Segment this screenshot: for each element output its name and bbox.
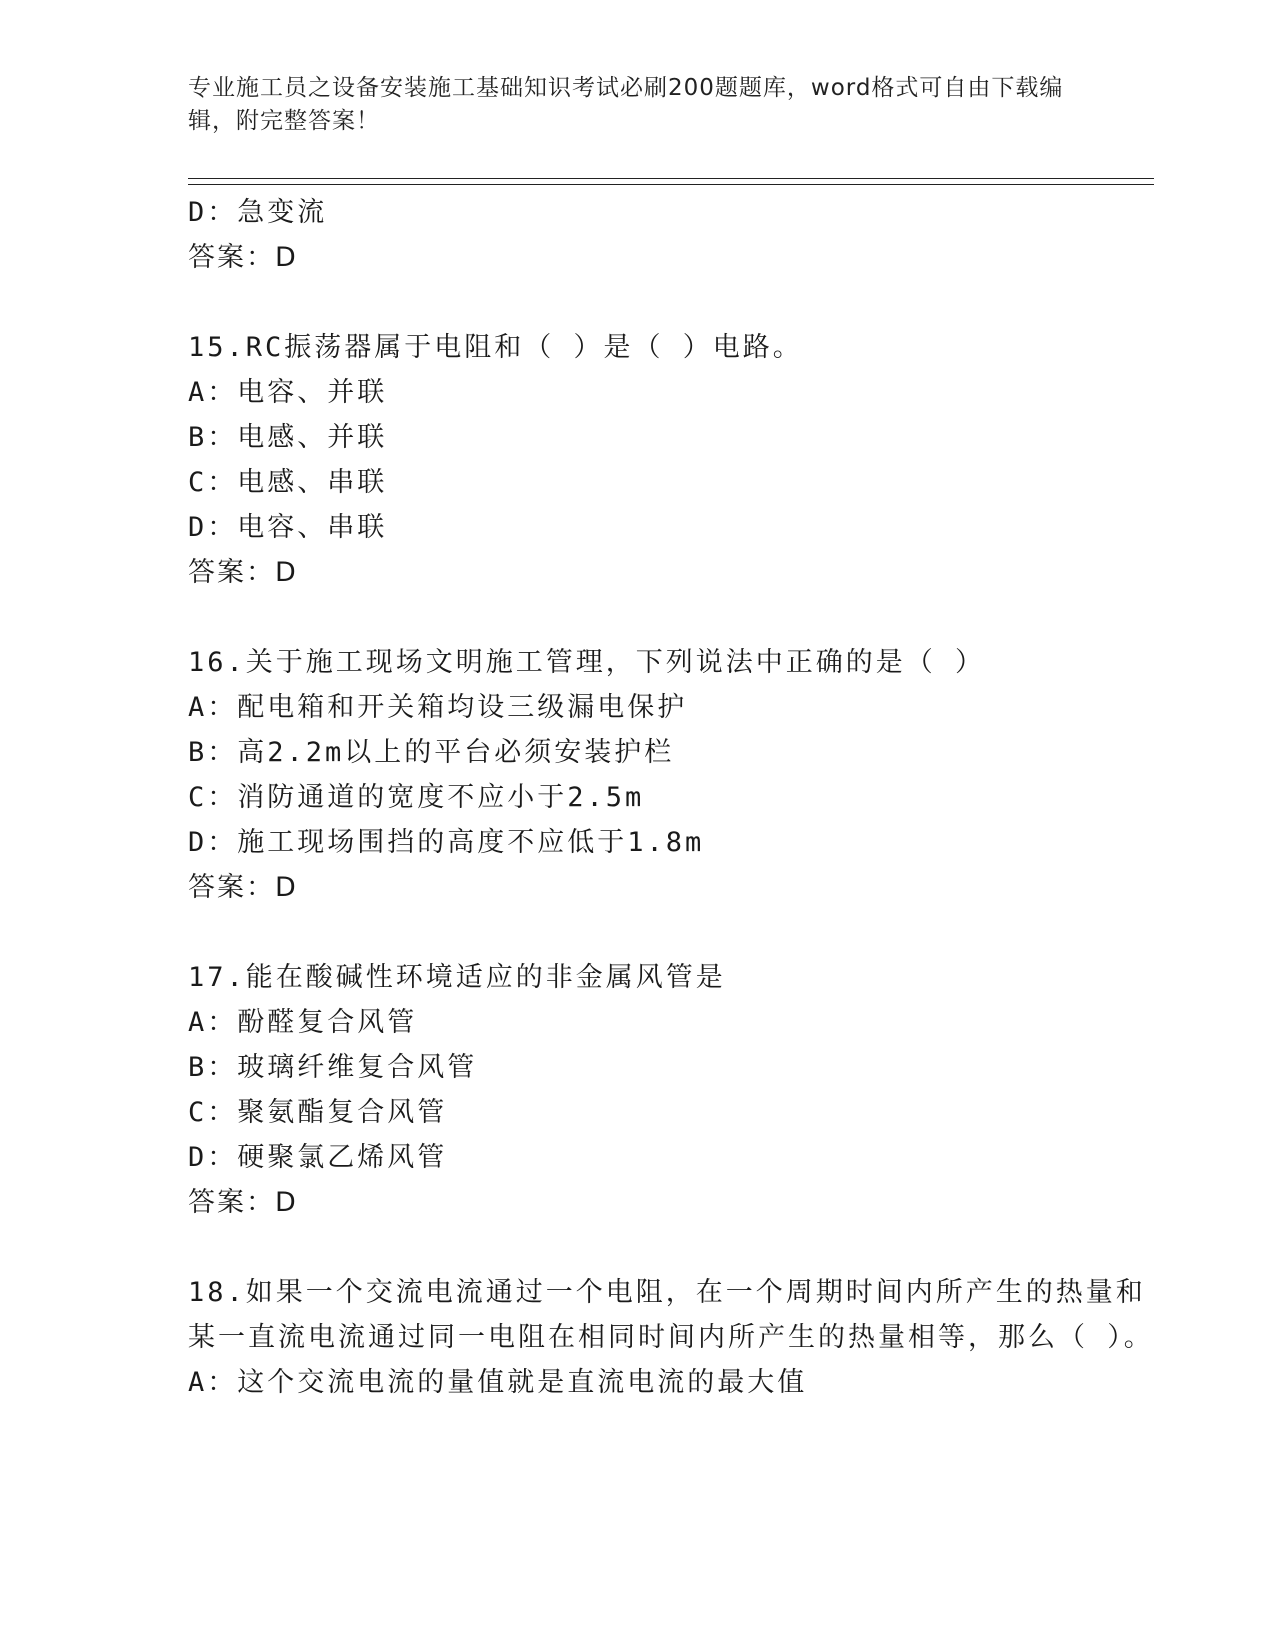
- option-c: C：聚氨酯复合风管: [188, 1097, 448, 1128]
- answer-line: 答案：D: [188, 557, 298, 588]
- question-stem: 15.RC振荡器属于电阻和（ ）是（ ）电路。: [188, 332, 803, 363]
- document-title: 专业施工员之设备安装施工基础知识考试必刷200题题库，word格式可自由下载编辑，附完整答案！: [188, 75, 1064, 134]
- option-d: D：硬聚氯乙烯风管: [188, 1142, 448, 1173]
- spacer: [188, 280, 1154, 325]
- question-17: [188, 955, 1154, 1225]
- option-d: D：急变流: [188, 197, 328, 228]
- option-d: D：施工现场围挡的高度不应低于1.8m: [188, 827, 705, 858]
- option-a: A：配电箱和开关箱均设三级漏电保护: [188, 692, 688, 723]
- carryover-block: [188, 190, 1154, 280]
- option-b: B：电感、并联: [188, 422, 388, 453]
- option-c: C：电感、串联: [188, 467, 388, 498]
- question-16: [188, 640, 1154, 910]
- document-header: [188, 72, 1088, 138]
- question-stem: 17.能在酸碱性环境适应的非金属风管是: [188, 962, 726, 993]
- option-a: A：这个交流电流的量值就是直流电流的最大值: [188, 1367, 808, 1398]
- option-a: A：酚醛复合风管: [188, 1007, 418, 1038]
- option-a: A：电容、并联: [188, 377, 388, 408]
- option-c: C：消防通道的宽度不应小于2.5m: [188, 782, 645, 813]
- header-divider: [188, 178, 1154, 185]
- question-stem: 16.关于施工现场文明施工管理，下列说法中正确的是（ ）: [188, 647, 986, 678]
- question-18: [188, 1270, 1154, 1405]
- option-b: B：高2.2m以上的平台必须安装护栏: [188, 737, 675, 768]
- question-15: [188, 325, 1154, 595]
- answer-line: 答案：D: [188, 872, 298, 903]
- question-stem: 18.如果一个交流电流通过一个电阻，在一个周期时间内所产生的热量和某一直流电流通过同一电阻在相同时间内所产生的热量相等，那么（ ）。: [188, 1277, 1154, 1353]
- spacer: [188, 910, 1154, 955]
- answer-line: 答案：D: [188, 242, 298, 273]
- document-body: [188, 190, 1154, 1405]
- option-b: B：玻璃纤维复合风管: [188, 1052, 478, 1083]
- spacer: [188, 1225, 1154, 1270]
- answer-line: 答案：D: [188, 1187, 298, 1218]
- spacer: [188, 595, 1154, 640]
- option-d: D：电容、串联: [188, 512, 388, 543]
